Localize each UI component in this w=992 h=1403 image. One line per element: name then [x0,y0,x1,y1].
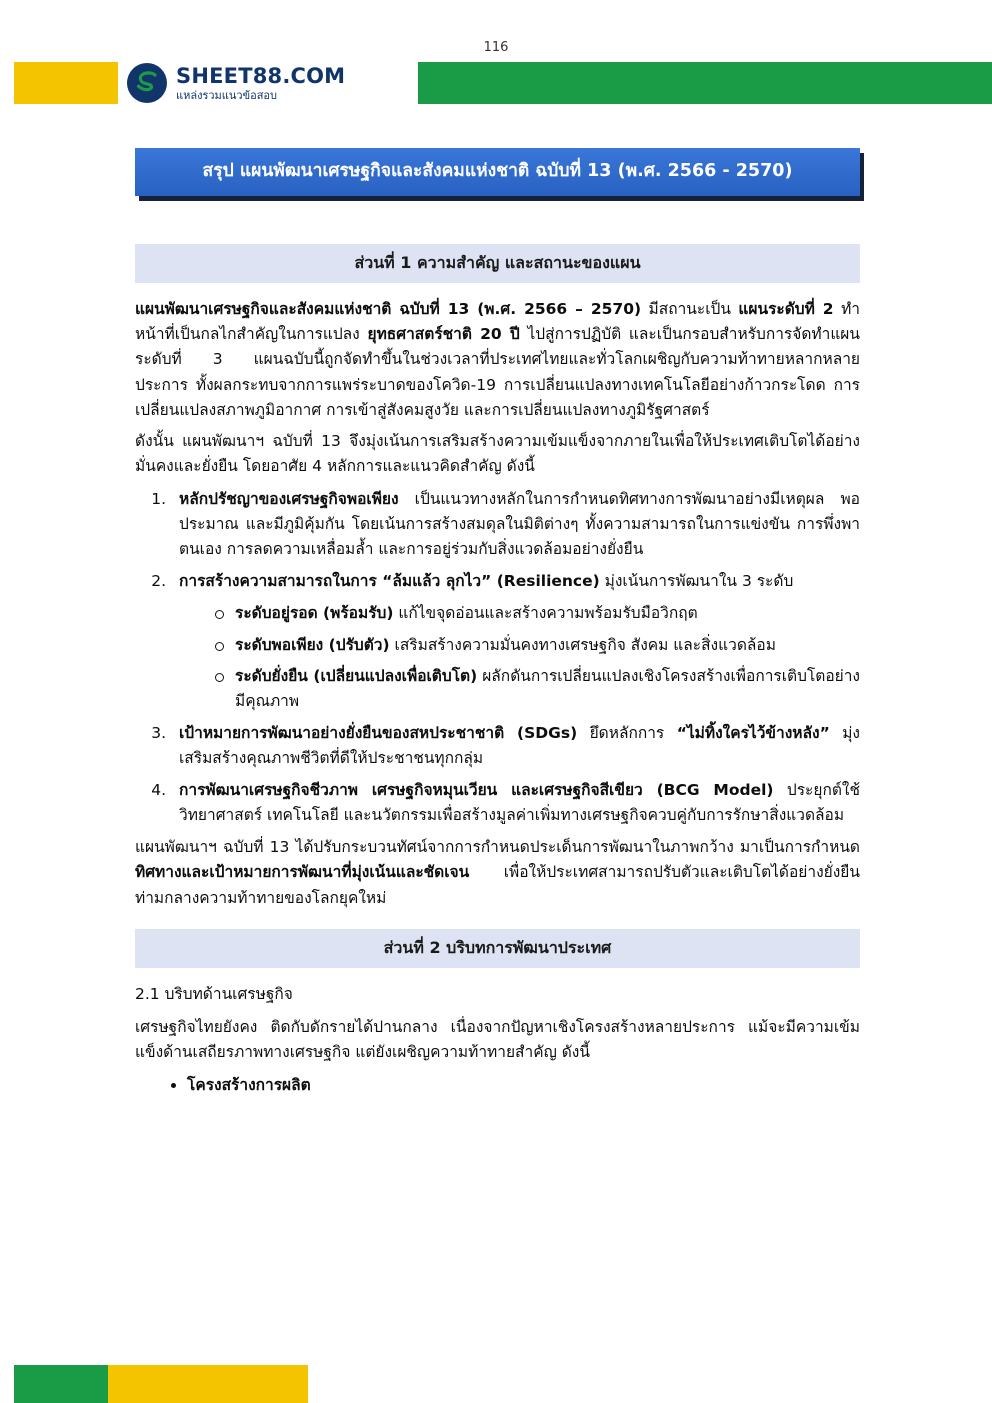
sub-1-bold: ระดับอยู่รอด (พร้อมรับ) [235,604,394,623]
section-2-bullet-list [135,1073,860,1098]
list-item [171,487,860,562]
para1-text-d: ทำหน้าที่เป็นกลไกสำคัญในการแปลง [135,300,860,344]
page-number: 116 [483,40,509,55]
item-4-bold: การพัฒนาเศรษฐกิจชีวภาพ เศรษฐกิจหมุนเวียน และเศรษฐกิจสีเขียว (BCG Model) [179,781,774,800]
bullet-1-label: โครงสร้างการผลิต [187,1075,311,1094]
item-3-rest: ยึดหลักการ [577,723,677,742]
footer-decorative-band [0,1365,992,1403]
para1-text-b: มีสถานะเป็น [641,300,739,319]
item-2-rest: มุ่งเน้นการพัฒนาใน 3 ระดับ [599,572,794,591]
sub-1-rest: แก้ไขจุดอ่อนและสร้างความพร้อมรับมือวิกฤต [393,604,698,623]
para1-bold-strategy: ยุทธศาสตร์ชาติ 20 ปี [367,325,520,344]
closing-a: แผนพัฒนาฯ ฉบับที่ 13 ได้ปรับกระบวนทัศน์จากการกำหนดประเด็นการพัฒนาในภาพกว้าง มาเป็นการกำหนด [135,838,860,857]
item-3-bold2: “ไม่ทิ้งใครไว้ข้างหลัง” [676,723,830,742]
item-1-rest: เป็นแนวทางหลักในการกำหนดทิศทางการพัฒนาอย่างมีเหตุผล พอประมาณ และมีภูมิคุ้มกัน โดยเน้นการสร้างสมดุลในมิติต่างๆ ทั้งความสามารถในการแข่งขัน การพึ่งพาตนเอง การลดความเหลื่อมล้ำ และการอยู่ร่วมกับสิ่งแวดล้อมอย่างยั่งยืน [179,490,860,559]
section-1-heading: ส่วนที่ 1 ความสำคัญ และสถานะของแผน [135,244,860,283]
section-1-paragraph-1 [135,297,860,423]
footer-green-left-bar [0,1365,108,1403]
sheet88-logo-icon [126,62,168,104]
list-item [171,569,860,714]
list-item [187,1073,860,1098]
sub-2-rest: เสริมสร้างความมั่นคงทางเศรษฐกิจ สังคม และสิ่งแวดล้อม [389,635,776,654]
sub-2-bold: ระดับพอเพียง (ปรับตัว) [235,635,390,654]
logo-subtitle: แหล่งรวมแนวข้อสอบ [176,88,278,102]
para1-text-f: ไปสู่การปฏิบัติ และเป็นกรอบสำหรับการจัดทำแผนระดับที่ 3 แผนฉบับนี้ถูกจัดทำขึ้นในช่วงเวลาที่ประเทศไทยและทั่วโลกเผชิญกับความท้าทายหลากหลายประการ ทั้งผลกระทบจากการแพร่ระบาดของโควิด-19 การเปลี่ยนแปลงทางเทคโนโลยีอย่างก้าวกระโดด การเปลี่ยนแปลงสภาพภูมิอากาศ การเข้าสู่สังคมสูงวัย และการเปลี่ยนแปลงทางภูมิรัฐศาสตร์ [135,325,860,419]
item-1-bold: หลักปรัชญาของเศรษฐกิจพอเพียง [179,490,399,509]
list-item [171,778,860,828]
list-item [171,721,860,771]
section-2-heading: ส่วนที่ 2 บริบทการพัฒนาประเทศ [135,929,860,968]
logo-title: SHEET88.COM [176,63,346,88]
sub-3-rest: ผลักดันการเปลี่ยนแปลงเชิงโครงสร้างเพื่อการเติบโตอย่างมีคุณภาพ [235,666,860,710]
footer-white-bar [308,1365,992,1403]
section-1-paragraph-2: ดังนั้น แผนพัฒนาฯ ฉบับที่ 13 จึงมุ่งเน้นการเสริมสร้างความเข้มแข็งจากภายในเพื่อให้ประเทศเติบโตได้อย่างมั่นคงและยั่งยืน โดยอาศัย 4 หลักการและแนวคิดสำคัญ ดังนี้ [135,431,860,475]
closing-b: ทิศทางและเป้าหมายการพัฒนาที่มุ่งเน้นและชัดเจน [135,863,470,882]
item-3-bold: เป้าหมายการพัฒนาอย่างยั่งยืนของสหประชาชาติ (SDGs) [179,723,578,742]
list-item [213,633,860,658]
site-logo [118,56,418,110]
section-2-subheading: 2.1 บริบทด้านเศรษฐกิจ [135,984,293,1003]
sub-3-bold: ระดับยั่งยืน (เปลี่ยนแปลงเพื่อเติบโต) [235,666,478,685]
section-2-paragraph-1: เศรษฐกิจไทยยังคง ติดกับดักรายได้ปานกลาง เนื่องจากปัญหาเชิงโครงสร้างหลายประการ แม้จะมีความเข้มแข็งด้านเสถียรภาพทางเศรษฐกิจ แต่ยังเผชิญความท้าทายสำคัญ ดังนี้ [135,1017,860,1061]
section-1-numbered-list [135,487,860,828]
footer-yellow-bar [108,1365,308,1403]
page-left-margin [0,0,14,1403]
section-1-closing-paragraph [135,835,860,910]
document-body [135,148,860,1102]
list-item [213,664,860,714]
item-2-bold: การสร้างความสามารถในการ “ล้มแล้ว ลุกไว” (Resilience) [179,572,600,591]
list-item [213,601,860,626]
para1-bold-level: แผนระดับที่ 2 [738,300,834,319]
header-green-bar [410,62,992,104]
item-4-rest: ประยุกต์ใช้วิทยาศาสตร์ เทคโนโลยี และนวัตกรรมเพื่อสร้างมูลค่าเพิ่มทางเศรษฐกิจควบคู่กับการรักษาสิ่งแวดล้อม [179,781,860,825]
para1-bold-plan: แผนพัฒนาเศรษฐกิจและสังคมแห่งชาติ ฉบับที่ 13 (พ.ศ. 2566 – 2570) [135,300,642,319]
closing-c: เพื่อให้ประเทศสามารถปรับตัวและเติบโตได้อย่างยั่งยืนท่ามกลางความท้าทายของโลกยุคใหม่ [135,863,860,907]
item-3-rest2: มุ่งเสริมสร้างคุณภาพชีวิตที่ดีให้ประชาชนทุกกลุ่ม [179,723,860,767]
document-title: สรุป แผนพัฒนาเศรษฐกิจและสังคมแห่งชาติ ฉบับที่ 13 (พ.ศ. 2566 - 2570) [135,148,860,196]
item-2-sublist [179,601,860,713]
